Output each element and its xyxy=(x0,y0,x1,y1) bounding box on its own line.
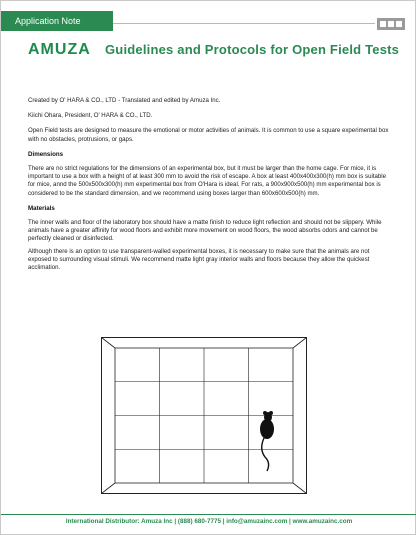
application-note-tab: Application Note xyxy=(1,11,113,31)
corner-dots-icon xyxy=(377,18,405,30)
materials-paragraph-2: Although there is an option to use transparent-walled experimental boxes, it is necessary to make sure that the animals are not exposed to surrounding visual stimuli. We recommend matte light gray interior walls and floors because they allow the quickest acclimation. xyxy=(28,247,370,272)
document-body xyxy=(28,97,393,279)
amuza-logo: AMUZA xyxy=(28,41,91,58)
footer-divider xyxy=(1,514,416,515)
intro-paragraph: Open Field tests are designed to measure the emotional or motor activities of animals. It is common to use a square experimental box with no obstacles, protrusions, or gaps. xyxy=(28,127,389,143)
credit-line: Created by O' HARA & CO., LTD - Translated and edited by Amuza Inc. xyxy=(28,97,221,104)
dimensions-paragraph: There are no strict regulations for the dimensions of an experimental box, but it must be larger than the home cage. For mice, it is important to use a box with a height of at least 300 mm to avoid the risk of escape. A box at least 400x400x300(h) mm box is suitable for mice, annd the 500x500x300(h) mm experimental box from O'Hara is ideal. For rats, a 900x900x500(h) mm experimental box is considered to be the standard dimension, and we recommend using boxes larger than 600x600x500(h) mm. xyxy=(28,165,387,197)
author-line: Kiichi Ohara, President, O' HARA & CO., LTD. xyxy=(28,112,153,120)
header-divider xyxy=(113,23,375,24)
materials-paragraph-1: The inner walls and floor of the laboratory box should have a matte finish to reduce light reflection and should not be slippery. While animals have a greater affinity for wood floors and exhibit more movement on wood floors, the wood absorbs odors and cannot be perfectly cleaned or disinfected. xyxy=(28,219,382,243)
dimensions-heading: Dimensions xyxy=(28,150,64,158)
footer-contact: International Distributor: Amuza Inc | (888) 680-7775 | info@amuzainc.com | www.amuzainc.com xyxy=(65,518,353,525)
document-title: Guidelines and Protocols for Open Field Tests xyxy=(105,42,400,57)
open-field-box-figure xyxy=(101,337,307,494)
materials-heading: Materials xyxy=(28,204,55,212)
